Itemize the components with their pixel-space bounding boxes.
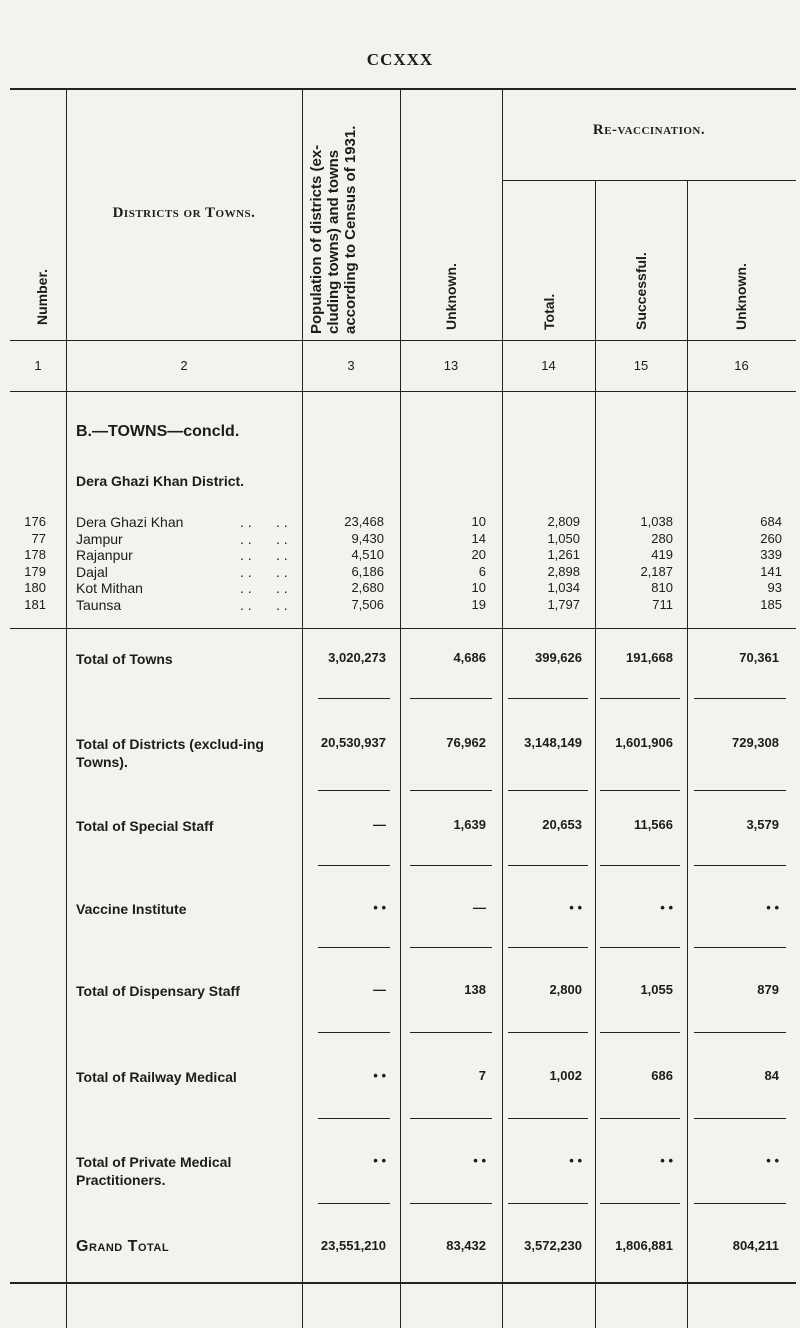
separator-unknown bbox=[410, 1032, 492, 1033]
row-revacc-total: 2,898 bbox=[547, 563, 580, 579]
row-revacc-unknown: 185 bbox=[760, 597, 782, 612]
col-rule-3 bbox=[400, 88, 401, 1328]
row-revacc-successful: 280 bbox=[651, 530, 673, 546]
total-population: • • bbox=[373, 900, 386, 915]
total-unknown: 1,639 bbox=[453, 817, 486, 832]
separator-total bbox=[508, 790, 588, 791]
header-unknown-revacc: Unknown. bbox=[733, 263, 749, 330]
colnum-3: 3 bbox=[347, 358, 355, 373]
row-revacc-successful: 2,187 bbox=[640, 563, 673, 579]
row-population: 6,186 bbox=[351, 563, 384, 579]
row-population: 2,680 bbox=[351, 580, 384, 596]
total-revacc-total: • • bbox=[569, 900, 582, 915]
separator-population bbox=[318, 947, 390, 948]
row-leader: . . bbox=[276, 563, 288, 580]
total-label: Vaccine Institute bbox=[76, 901, 187, 917]
total-population: • • bbox=[373, 1153, 386, 1168]
colnum-13: 13 bbox=[443, 358, 459, 373]
row-population: 9,430 bbox=[351, 530, 384, 546]
separator-population bbox=[318, 865, 390, 866]
total-unknown: 138 bbox=[464, 982, 486, 997]
separator-population bbox=[318, 1203, 390, 1204]
separator-unknown2 bbox=[694, 865, 786, 866]
total-revacc-unknown: • • bbox=[766, 900, 779, 915]
row-leader: . . bbox=[240, 580, 252, 597]
separator-population bbox=[318, 790, 390, 791]
header-successful: Successful. bbox=[633, 252, 649, 330]
header-total: Total. bbox=[541, 293, 557, 330]
total-unknown: 83,432 bbox=[446, 1238, 486, 1253]
total-unknown: • • bbox=[473, 1153, 486, 1168]
revacc-subrule bbox=[502, 180, 796, 181]
separator-total bbox=[508, 1118, 588, 1119]
row-revacc-total: 1,261 bbox=[547, 547, 580, 563]
row-revacc-unknown: 93 bbox=[767, 580, 782, 596]
separator-total bbox=[508, 1203, 588, 1204]
total-revacc-total: 3,572,230 bbox=[524, 1238, 582, 1253]
row-leader: . . bbox=[276, 514, 288, 530]
total-revacc-unknown: 84 bbox=[764, 1068, 779, 1083]
total-unknown: — bbox=[473, 900, 486, 915]
header-number: Number. bbox=[34, 268, 50, 325]
row-number: 178 bbox=[24, 547, 46, 563]
total-label: Total of Districts (exclud-ing Towns). bbox=[76, 736, 264, 770]
separator-unknown2 bbox=[694, 790, 786, 791]
separator-unknown2 bbox=[694, 1118, 786, 1119]
row-number: 181 bbox=[24, 597, 46, 612]
table-bottom-rule bbox=[10, 1282, 796, 1284]
total-revacc-successful: 11,566 bbox=[633, 817, 673, 832]
row-number: 179 bbox=[24, 563, 46, 579]
total-population: 23,551,210 bbox=[320, 1238, 386, 1253]
district-title: Dera Ghazi Khan District. bbox=[76, 473, 245, 489]
colnum-2: 2 bbox=[180, 358, 188, 373]
total-revacc-unknown: 3,579 bbox=[746, 817, 779, 832]
row-revacc-total: 2,809 bbox=[547, 514, 580, 529]
row-revacc-total: 1,034 bbox=[547, 580, 580, 596]
total-revacc-total: 399,626 bbox=[535, 650, 582, 665]
row-leader: . . bbox=[240, 530, 252, 547]
row-revacc-unknown: 339 bbox=[760, 547, 782, 563]
separator-unknown bbox=[410, 1203, 492, 1204]
separator-successful bbox=[600, 1118, 680, 1119]
total-revacc-total: 3,148,149 bbox=[524, 735, 582, 750]
header-bottom-rule bbox=[10, 340, 796, 341]
row-population: 7,506 bbox=[351, 597, 384, 612]
total-revacc-unknown: 729,308 bbox=[732, 735, 779, 750]
separator-unknown bbox=[410, 698, 492, 699]
total-label: Total of Railway Medical bbox=[76, 1069, 237, 1085]
row-revacc-successful: 711 bbox=[652, 597, 673, 612]
total-revacc-unknown: 804,211 bbox=[732, 1238, 779, 1253]
total-revacc-unknown: 879 bbox=[757, 982, 779, 997]
header-population: Population of districts (ex-cluding towns) and towns according to Census of 1931. bbox=[308, 125, 359, 334]
total-population: — bbox=[373, 817, 386, 832]
colnum-14: 14 bbox=[541, 358, 556, 373]
row-leader: . . bbox=[240, 597, 252, 613]
row-leader: . . bbox=[276, 530, 288, 547]
row-revacc-unknown: 141 bbox=[760, 563, 782, 579]
colnum-15: 15 bbox=[633, 358, 649, 373]
header-unknown: Unknown. bbox=[443, 263, 459, 330]
row-unknown: 6 bbox=[478, 563, 486, 579]
col-rule-4 bbox=[502, 88, 503, 1328]
row-number: 180 bbox=[24, 580, 46, 596]
separator-unknown bbox=[410, 1118, 492, 1119]
total-population: — bbox=[373, 982, 386, 997]
top-rule bbox=[10, 88, 796, 90]
separator-unknown2 bbox=[694, 1032, 786, 1033]
separator-successful bbox=[600, 790, 680, 791]
row-revacc-successful: 419 bbox=[651, 547, 673, 563]
row-name: Kot Mithan bbox=[76, 580, 143, 597]
total-label: Total of Towns bbox=[76, 651, 173, 667]
row-name: Rajanpur bbox=[76, 547, 133, 564]
total-label: Total of Dispensary Staff bbox=[76, 983, 240, 999]
total-revacc-total: 20,653 bbox=[542, 817, 582, 832]
total-revacc-total: 1,002 bbox=[549, 1068, 582, 1083]
row-leader: . . bbox=[240, 563, 252, 580]
total-population: 3,020,273 bbox=[328, 650, 386, 665]
row-name: Taunsa bbox=[76, 597, 122, 613]
row-number: 77 bbox=[31, 530, 46, 546]
row-leader: . . bbox=[276, 580, 288, 597]
separator-successful bbox=[600, 1203, 680, 1204]
colnum-1: 1 bbox=[34, 358, 42, 373]
row-leader: . . bbox=[276, 547, 288, 564]
row-name: Dajal bbox=[76, 563, 108, 580]
row-name: Dera Ghazi Khan bbox=[76, 514, 184, 530]
total-revacc-successful: • • bbox=[660, 900, 673, 915]
row-revacc-unknown: 260 bbox=[760, 530, 782, 546]
total-revacc-unknown: • • bbox=[766, 1153, 779, 1168]
separator-unknown bbox=[410, 790, 492, 791]
header-revaccination: Re-vaccination. bbox=[592, 122, 706, 138]
total-revacc-successful: 1,601,906 bbox=[615, 735, 673, 750]
separator-population bbox=[318, 698, 390, 699]
separator-total bbox=[508, 865, 588, 866]
row-leader: . . bbox=[240, 547, 252, 564]
row-unknown: 10 bbox=[471, 514, 486, 529]
total-unknown: 4,686 bbox=[453, 650, 486, 665]
row-unknown: 19 bbox=[471, 597, 486, 612]
total-label: Total of Private Medical Practitioners. bbox=[76, 1154, 232, 1188]
total-label: Total of Special Staff bbox=[76, 818, 214, 834]
row-unknown: 10 bbox=[471, 580, 486, 596]
row-name: Jampur bbox=[76, 530, 123, 547]
total-revacc-successful: 1,055 bbox=[640, 982, 673, 997]
separator-unknown2 bbox=[694, 698, 786, 699]
col-rule-2 bbox=[302, 88, 303, 1328]
separator-successful bbox=[600, 947, 680, 948]
separator-successful bbox=[600, 1032, 680, 1033]
row-leader: . . bbox=[276, 597, 288, 613]
total-revacc-successful: 1,806,881 bbox=[615, 1238, 673, 1253]
separator-unknown bbox=[410, 947, 492, 948]
separator-successful bbox=[600, 865, 680, 866]
row-revacc-successful: 810 bbox=[651, 580, 673, 596]
separator-population bbox=[318, 1032, 390, 1033]
header-districts: Districts or Towns. bbox=[112, 205, 256, 221]
total-revacc-total: • • bbox=[569, 1153, 582, 1168]
total-population: 20,530,937 bbox=[320, 735, 386, 750]
total-population: • • bbox=[373, 1068, 386, 1083]
section-end-rule bbox=[10, 628, 796, 629]
row-revacc-successful: 1,038 bbox=[640, 514, 673, 529]
row-leader: . . bbox=[240, 514, 252, 530]
total-revacc-successful: 191,668 bbox=[626, 650, 673, 665]
total-revacc-total: 2,800 bbox=[549, 982, 582, 997]
row-revacc-total: 1,050 bbox=[547, 530, 580, 546]
separator-population bbox=[318, 1118, 390, 1119]
total-revacc-successful: • • bbox=[660, 1153, 673, 1168]
separator-unknown bbox=[410, 865, 492, 866]
row-revacc-unknown: 684 bbox=[760, 514, 782, 529]
total-revacc-unknown: 70,361 bbox=[739, 650, 779, 665]
colnum-bottom-rule bbox=[10, 391, 796, 392]
separator-total bbox=[508, 947, 588, 948]
separator-unknown2 bbox=[694, 1203, 786, 1204]
row-revacc-total: 1,797 bbox=[547, 597, 580, 612]
total-label: Grand Total bbox=[76, 1238, 170, 1255]
row-population: 23,468 bbox=[344, 514, 384, 529]
total-unknown: 7 bbox=[478, 1068, 486, 1083]
separator-total bbox=[508, 698, 588, 699]
row-unknown: 20 bbox=[471, 547, 486, 563]
col-rule-1 bbox=[66, 88, 67, 1328]
separator-successful bbox=[600, 698, 680, 699]
colnum-16: 16 bbox=[734, 358, 749, 373]
page-number: CCXXX bbox=[366, 50, 434, 69]
total-unknown: 76,962 bbox=[446, 735, 486, 750]
row-unknown: 14 bbox=[471, 530, 486, 546]
separator-unknown2 bbox=[694, 947, 786, 948]
row-population: 4,510 bbox=[351, 547, 384, 563]
row-number: 176 bbox=[24, 514, 46, 529]
separator-total bbox=[508, 1032, 588, 1033]
total-revacc-successful: 686 bbox=[651, 1068, 673, 1083]
section-title: B.—TOWNS—concld. bbox=[76, 423, 240, 440]
